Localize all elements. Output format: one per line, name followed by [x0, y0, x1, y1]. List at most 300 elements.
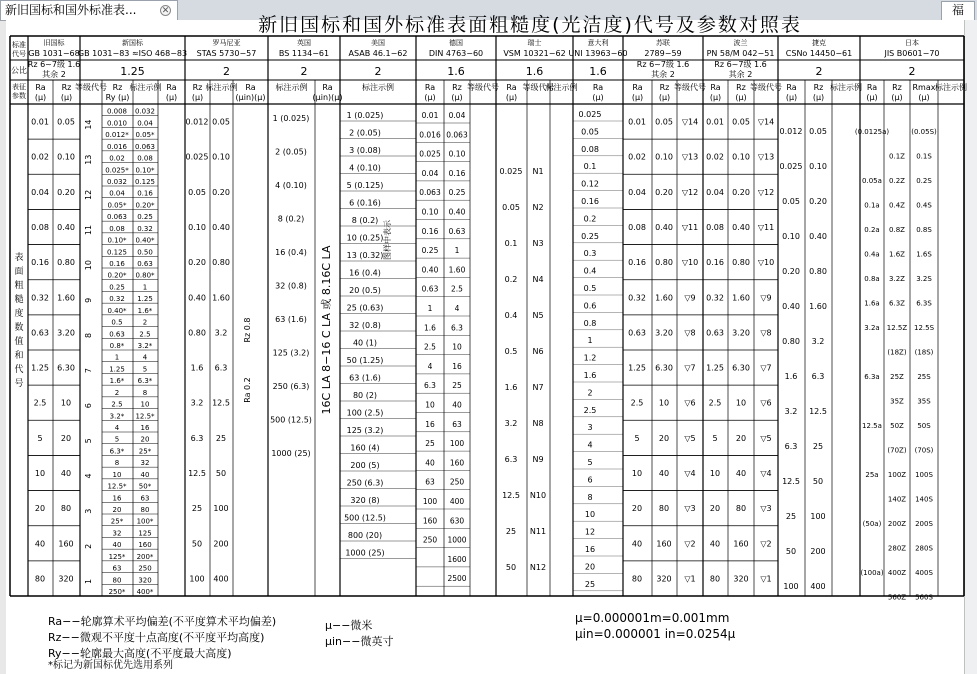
- legend-mu: μ−−微米: [325, 619, 373, 632]
- jis-ra: 0.2a: [864, 226, 880, 234]
- gb83-ry: 80: [140, 506, 150, 514]
- pn-rz: 160: [733, 539, 749, 549]
- param-header: Ra: [866, 83, 878, 92]
- jis-rz: 6.3Z: [889, 299, 905, 308]
- uni-ra: 1: [587, 336, 593, 346]
- gost-ra: 1.25: [628, 363, 646, 373]
- pn-ra: 40: [709, 539, 721, 549]
- bs-value: 63 (1.6): [275, 315, 307, 324]
- din-ra: 40: [425, 458, 435, 468]
- asa-value: 1000 (25): [345, 548, 385, 558]
- din-ra: 250: [422, 535, 438, 545]
- gb83-ry: 12.5*: [135, 412, 155, 421]
- pn-grade: ▽10: [757, 258, 775, 268]
- bs-value: 2 (0.05): [275, 147, 307, 157]
- gb83-rz: 0.63: [109, 330, 125, 339]
- csn-rz: 0.05: [809, 127, 827, 136]
- uni-ra: 0.25: [581, 231, 599, 241]
- gb83-rz: 0.012*: [105, 131, 129, 140]
- stas-ra: 0.20: [188, 258, 206, 268]
- csn-ra: 3.2: [784, 407, 798, 416]
- jis-rmax: 560S: [915, 593, 933, 602]
- side-label-char: 面: [14, 267, 24, 277]
- gb83-ry: 0.25: [137, 213, 153, 222]
- pn-rz: 0.40: [732, 223, 750, 232]
- din-ra: 0.63: [421, 284, 439, 294]
- din-ra: 16: [425, 419, 435, 429]
- gb68-rz: 3.20: [57, 328, 75, 338]
- param-header: Ra: [424, 83, 436, 92]
- column-grade: 其余 2: [728, 70, 753, 79]
- gb83-rz: 1.6*: [109, 377, 125, 386]
- gb83-rz: 0.016: [106, 142, 128, 151]
- gb83-grade: 2: [84, 543, 93, 549]
- din-rz: 0.16: [448, 168, 466, 178]
- pn-grade: ▽13: [757, 152, 775, 162]
- column-standard: JIS B0601−70: [884, 49, 940, 58]
- param-header: Rz: [659, 83, 670, 92]
- jis-rz: 50Z: [890, 422, 904, 430]
- gost-ra: 20: [631, 504, 643, 514]
- asa-value: 13 (0.32): [346, 251, 384, 260]
- vsm-ra: 1.6: [504, 383, 518, 392]
- din-rz: 25: [452, 381, 462, 391]
- uni-ra: 5: [587, 458, 593, 467]
- param-header: (μ): [866, 93, 878, 102]
- param-header: Ra: [592, 83, 604, 92]
- param-header: Rmax: [912, 83, 936, 92]
- gb83-ry: 2.5: [139, 330, 151, 339]
- gb83-rz: 0.5: [111, 318, 123, 327]
- asa-value: 250 (6.3): [346, 478, 384, 488]
- din-ra: 0.016: [419, 130, 441, 140]
- uni-ra: 0.16: [581, 197, 599, 206]
- csn-ra: 100: [783, 582, 799, 591]
- uni-ra: 6: [587, 475, 593, 485]
- din-rz: 6.3: [451, 323, 463, 333]
- jis-rmax: 400S: [915, 569, 933, 577]
- gb68-ra: 0.08: [31, 223, 49, 232]
- jis-rz: 0.1Z: [889, 152, 905, 161]
- bs-value: 16 (0.4): [275, 248, 307, 257]
- gb83-ry: 0.04: [137, 119, 153, 128]
- gost-ra: 0.01: [628, 117, 646, 127]
- stas-ra: 25: [191, 504, 203, 514]
- column-country: 旧国标: [43, 39, 65, 47]
- din-rz: 100: [449, 439, 465, 449]
- stas-rz: 1.60: [212, 293, 230, 303]
- stas-rz: 0.20: [212, 187, 230, 197]
- pn-ra: 10: [709, 469, 721, 478]
- vsm-ra: 0.1: [504, 239, 518, 248]
- stas-rz: 6.3: [214, 363, 228, 373]
- csn-rz: 0.40: [809, 232, 827, 241]
- asa-value: 8 (0.2): [351, 216, 379, 225]
- row-label-params: 参数: [12, 92, 26, 100]
- gost-rz: 160: [656, 539, 672, 549]
- jis-rz: 3.2Z: [889, 275, 905, 283]
- side-label-char: 代: [14, 365, 24, 375]
- column-grade: 1.25: [120, 65, 145, 78]
- pn-grade: ▽9: [760, 293, 772, 303]
- pn-rz: 0.20: [732, 187, 750, 197]
- csn-rz: 400: [810, 582, 826, 591]
- gb68-rz: 80: [60, 504, 72, 514]
- vsm-grade: N4: [532, 275, 544, 284]
- annotation-ra02: Ra 0.2: [243, 377, 252, 403]
- asa-value: 3 (0.08): [349, 146, 381, 155]
- side-label-char: 糙: [14, 295, 24, 305]
- tab-title: 新旧国标和国外标准表...: [5, 3, 137, 17]
- csn-ra: 0.025: [779, 162, 803, 171]
- vsm-grade: N6: [532, 347, 544, 356]
- gb68-ra: 0.32: [31, 293, 49, 303]
- din-rz: 16: [452, 361, 462, 371]
- pn-ra: 0.01: [706, 117, 724, 127]
- column-country: 捷克: [812, 39, 826, 47]
- param-header: 等级代号: [674, 83, 706, 92]
- gost-ra: 40: [631, 539, 643, 549]
- uni-ra: 0.5: [583, 284, 597, 293]
- bs-value: 4 (0.10): [275, 181, 307, 190]
- pn-ra: 0.16: [706, 258, 724, 268]
- gb83-ry: 0.10*: [135, 166, 155, 175]
- vsm-grade: N5: [532, 311, 544, 320]
- column-standard: CSNo 14450−61: [785, 49, 853, 58]
- column-standard: ASAB 46.1−62: [348, 49, 408, 58]
- uni-ra: 2: [587, 388, 593, 398]
- gb68-rz: 40: [60, 469, 72, 478]
- param-header: Rz: [452, 83, 462, 92]
- gb83-ry: 63: [140, 494, 150, 503]
- gb68-rz: 1.60: [57, 293, 75, 303]
- legend-muin: μin−−微英寸: [325, 635, 394, 648]
- uni-ra: 20: [584, 562, 596, 572]
- param-header: Rz: [736, 83, 746, 92]
- gb83-grade: 13: [84, 154, 93, 165]
- csn-ra: 0.05: [782, 197, 800, 206]
- gost-grade: ▽5: [684, 433, 696, 443]
- asa-value: 2 (0.05): [349, 128, 381, 138]
- gb68-rz: 320: [58, 574, 74, 584]
- column-grade: 2: [374, 65, 382, 78]
- stas-rz: 0.80: [212, 258, 230, 268]
- column-grade: 2: [223, 65, 230, 78]
- pn-ra: 80: [709, 574, 721, 584]
- param-header: (μ): [709, 93, 722, 102]
- csn-rz: 0.10: [809, 162, 827, 171]
- vsm-ra: 25: [505, 527, 517, 536]
- jis-ra: 1.6a: [864, 299, 880, 308]
- vsm-grade: N3: [532, 239, 544, 248]
- param-header: Rz: [813, 83, 824, 92]
- param-header: Ra: [506, 83, 517, 92]
- gb68-ra: 5: [37, 433, 43, 443]
- vsm-grade: N8: [532, 419, 544, 428]
- uni-ra: 4: [587, 440, 593, 450]
- din-ra: 0.16: [421, 226, 439, 236]
- tab-close-icon[interactable]: ✕: [161, 6, 170, 16]
- row-label-standard: 标准: [12, 41, 26, 49]
- pn-ra: 0.32: [706, 293, 724, 303]
- csn-rz: 3.2: [811, 337, 825, 346]
- pn-rz: 0.10: [732, 152, 750, 162]
- column-country: 波兰: [733, 39, 748, 47]
- pn-rz: 40: [735, 469, 747, 478]
- asa-value: 200 (5): [350, 461, 380, 470]
- gost-ra: 0.02: [628, 152, 646, 162]
- param-header: (μ): [60, 93, 73, 102]
- gb83-grade: 5: [84, 438, 93, 444]
- gb83-grade: 14: [84, 119, 93, 130]
- csn-ra: 1.6: [784, 372, 798, 381]
- din-rz: 0.40: [448, 207, 466, 217]
- gb83-ry: 25*: [138, 447, 152, 456]
- gost-rz: 0.10: [655, 152, 673, 162]
- din-rz: 1.60: [448, 265, 466, 275]
- bs-value: 250 (6.3): [272, 382, 310, 391]
- jis-rmax: 200S: [915, 520, 933, 528]
- uni-ra: 0.4: [583, 266, 597, 276]
- gb83-rz: 0.10*: [107, 236, 127, 245]
- gost-grade: ▽6: [684, 398, 696, 408]
- legend-rz: Rz−−微观不平度十点高度(不平度平均高度): [48, 631, 265, 644]
- gb83-ry: 250: [138, 564, 152, 573]
- jis-rz: 400Z: [887, 569, 907, 577]
- param-header: Ra: [245, 83, 256, 92]
- gb83-ry: 0.16: [137, 189, 153, 198]
- vsm-ra: 0.2: [504, 275, 518, 284]
- din-rz: 0.10: [448, 149, 466, 159]
- gb83-rz: 6.3*: [109, 447, 125, 456]
- asa-value: 25 (0.63): [346, 303, 384, 313]
- asa-value: 40 (1): [352, 338, 378, 348]
- jis-rmax: 0.2S: [916, 177, 932, 185]
- pn-ra: 0.04: [706, 187, 724, 197]
- column-grade: 2: [300, 65, 308, 78]
- legend-eq2: μin=0.000001 in=0.0254μ: [575, 627, 736, 641]
- uni-ra: 0.3: [583, 249, 597, 259]
- pn-rz: 80: [735, 504, 747, 514]
- gb68-rz: 0.80: [57, 258, 75, 268]
- vsm-ra: 0.4: [504, 311, 518, 320]
- stas-rz: 200: [213, 539, 229, 549]
- param-header: (μ): [424, 93, 436, 102]
- pn-rz: 3.20: [732, 328, 750, 338]
- gb83-grade: 9: [84, 297, 93, 303]
- gb83-ry: 8: [142, 388, 148, 397]
- column-country: 美国: [371, 39, 385, 47]
- asa-value: 50 (1.25): [346, 356, 384, 365]
- jis-rmax: 3.2S: [916, 275, 932, 283]
- param-header: Rz: [892, 83, 902, 92]
- csn-rz: 6.3: [811, 372, 825, 381]
- legend-ra: Ra−−轮廓算术平均偏差(不平度算术平均偏差): [48, 615, 277, 628]
- gb83-rz: 0.02: [109, 154, 125, 163]
- row-label-params: 表征: [12, 83, 26, 91]
- din-rz: 0.04: [448, 111, 466, 120]
- param-header: 标注示例: [830, 83, 862, 92]
- gost-rz: 0.40: [655, 223, 673, 232]
- vsm-ra: 6.3: [504, 455, 518, 464]
- gb68-rz: 0.20: [57, 187, 75, 197]
- stas-rz: 0.05: [212, 117, 230, 127]
- csn-ra: 6.3: [784, 442, 798, 451]
- gb83-rz: 32: [112, 529, 122, 538]
- param-header: (μ): [165, 93, 178, 102]
- param-header: (μ): [812, 93, 825, 102]
- csn-rz: 100: [810, 512, 826, 521]
- gb83-ry: 0.063: [134, 142, 156, 151]
- jis-rz: 140Z: [887, 495, 907, 504]
- pn-rz: 20: [735, 433, 747, 443]
- param-header: (μ): [191, 93, 204, 102]
- param-header: 标注示例: [275, 83, 308, 92]
- param-header: 标注示例: [362, 83, 394, 92]
- param-header: Ra: [35, 83, 46, 92]
- gb83-rz: 4: [114, 424, 120, 432]
- param-header: 标注示例: [129, 83, 162, 92]
- param-header: Rz: [112, 83, 123, 92]
- annotation-cla2: 图样中表示: [383, 220, 392, 260]
- asa-value: 160 (4): [350, 443, 380, 453]
- column-standard: PN 58/M 042−51: [706, 49, 775, 58]
- uni-ra: 25: [584, 579, 596, 589]
- column-grade: 1.6: [589, 65, 607, 78]
- asa-value: 5 (0.125): [346, 181, 384, 190]
- jis-ra: (50a): [862, 520, 882, 528]
- jis-ra: (100a): [860, 569, 884, 577]
- din-rz: 400: [449, 497, 465, 506]
- jis-ra: 6.3a: [864, 373, 880, 381]
- gost-grade: ▽1: [684, 574, 696, 584]
- legend-note: *标记为新国标优先选用系列: [48, 660, 173, 671]
- gb83-rz: 1: [114, 353, 120, 362]
- jis-rz: 100Z: [887, 471, 907, 479]
- gb83-ry: 0.032: [134, 107, 156, 116]
- csn-ra: 0.10: [782, 232, 800, 241]
- column-country: 英国: [297, 39, 311, 47]
- column-standard: GB 1031−83 ≈ISO 468−83: [77, 49, 188, 58]
- column-country: 日本: [905, 39, 919, 47]
- column-grade: Rz 6~7级 1.6: [27, 60, 81, 69]
- vsm-ra: 0.5: [504, 347, 518, 356]
- vsm-grade: N12: [529, 563, 547, 572]
- gost-grade: ▽4: [684, 469, 696, 478]
- uni-ra: 8: [587, 492, 593, 502]
- asa-value: 6 (0.16): [349, 198, 381, 208]
- csn-ra: 0.012: [779, 127, 803, 136]
- stas-ra: 0.80: [188, 328, 206, 338]
- asa-value: 80 (2): [352, 391, 378, 400]
- jis-rmax: 1.6S: [916, 250, 932, 259]
- csn-rz: 25: [812, 442, 824, 451]
- param-header: Ry (μ): [105, 93, 130, 102]
- pn-ra: 0.08: [706, 223, 724, 232]
- pn-rz: 0.80: [732, 258, 750, 268]
- din-ra: 2.5: [424, 342, 436, 352]
- pn-rz: 1.60: [732, 293, 750, 303]
- jis-rz: 1.6Z: [889, 250, 905, 259]
- pn-grade: ▽12: [757, 187, 775, 197]
- din-ra: 63: [425, 477, 435, 487]
- gb83-ry: 0.125: [134, 178, 156, 186]
- uni-ra: 12: [584, 527, 596, 537]
- jis-ra: 25a: [865, 471, 879, 479]
- gb83-rz: 5: [114, 435, 120, 444]
- column-grade: 其余 2: [42, 70, 66, 79]
- bs-value: 32 (0.8): [275, 281, 307, 291]
- uni-ra: 0.05: [581, 127, 599, 137]
- gb83-ry: 0.32: [137, 224, 153, 233]
- bs-value: 1 (0.025): [272, 114, 310, 123]
- stas-ra: 100: [189, 574, 205, 584]
- gb83-ry: 0.50: [137, 248, 153, 257]
- gb68-ra: 80: [34, 574, 46, 584]
- din-rz: 40: [452, 400, 462, 410]
- csn-rz: 0.80: [809, 267, 827, 276]
- gb68-ra: 0.02: [31, 152, 49, 162]
- jis-ra: 0.05a: [862, 177, 882, 185]
- param-header: 等级代号: [467, 83, 499, 92]
- jis-rmax: 35S: [917, 397, 931, 406]
- column-standard: UNI 13963−60: [568, 49, 628, 58]
- gb83-ry: 16: [140, 424, 150, 432]
- asa-value: 100 (2.5): [346, 408, 384, 418]
- gb83-rz: 0.025*: [105, 166, 129, 175]
- pn-ra: 20: [709, 504, 721, 514]
- pn-grade: ▽14: [757, 117, 775, 127]
- gb83-ry: 32: [140, 459, 150, 468]
- gost-ra: 2.5: [630, 398, 644, 408]
- gost-grade: ▽8: [684, 328, 696, 338]
- csn-ra: 0.40: [782, 302, 800, 311]
- gb83-grade: 11: [84, 224, 93, 236]
- browser-tab-right[interactable]: 福: [941, 1, 975, 21]
- pn-rz: 0.05: [732, 117, 750, 127]
- gb83-ry: 125: [138, 529, 152, 538]
- gb83-rz: 2.5: [111, 400, 123, 409]
- jis-rz: 0.2Z: [889, 177, 905, 185]
- gb83-ry: 40: [140, 470, 150, 479]
- gb83-grade: 8: [84, 332, 93, 338]
- param-header: Ra: [632, 83, 643, 92]
- jis-rmax: 12.5S: [913, 324, 935, 332]
- uni-ra: 3: [587, 423, 593, 433]
- jis-ra: (0.0125a): [854, 128, 890, 136]
- din-rz: 0.25: [448, 188, 466, 198]
- vsm-grade: N9: [532, 455, 544, 464]
- gb68-ra: 0.01: [31, 117, 49, 127]
- gb83-grade: 12: [84, 189, 93, 200]
- gb68-ra: 10: [34, 469, 46, 478]
- gb83-rz: 0.25: [109, 283, 125, 292]
- column-standard: GB 1031−68: [28, 49, 80, 58]
- gb83-rz: 8: [114, 459, 120, 468]
- param-header: Ra: [786, 83, 797, 92]
- column-country: 苏联: [656, 39, 670, 47]
- column-grade: 2: [815, 65, 823, 78]
- din-rz: 630: [449, 516, 465, 526]
- gb83-rz: 1.25: [109, 365, 125, 374]
- gb68-ra: 0.16: [31, 258, 49, 268]
- side-label-char: 度: [14, 309, 24, 319]
- gb83-rz: 0.40*: [107, 306, 127, 315]
- jis-ra: 3.2a: [864, 324, 880, 332]
- asa-value: 800 (20): [347, 531, 383, 540]
- gb83-grade: 6: [84, 403, 93, 409]
- din-ra: 25: [425, 439, 435, 449]
